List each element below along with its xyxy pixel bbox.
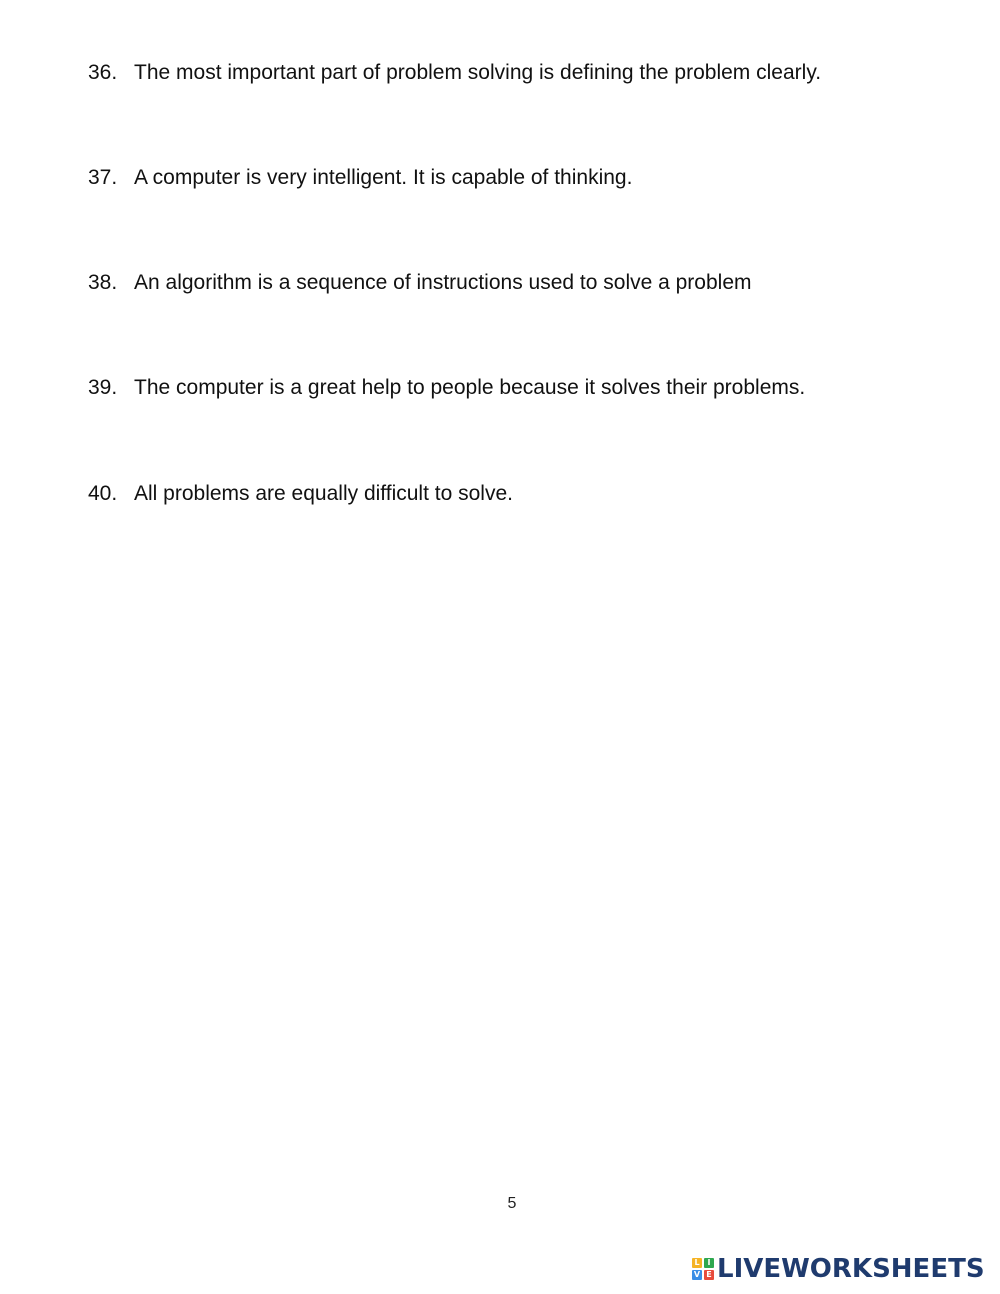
question-text: The most important part of problem solving is defining the problem clearly. [134, 61, 822, 84]
question-text: A computer is very intelligent. It is capable of thinking. [134, 166, 633, 189]
question-item [88, 270, 752, 296]
question-item [88, 375, 805, 401]
question-number: 39. [88, 376, 118, 399]
question-item [88, 481, 513, 507]
brand-name: LIVEWORKSHEETS [717, 1254, 985, 1284]
logo-tile: E [704, 1270, 714, 1280]
question-item [88, 60, 821, 86]
logo-tile: I [704, 1258, 714, 1268]
question-number: 38. [88, 271, 118, 294]
liveworksheets-logo[interactable] [692, 1254, 985, 1284]
question-text: The computer is a great help to people because it solves their problems. [134, 376, 806, 399]
logo-tile: L [692, 1258, 702, 1268]
question-number: 40. [88, 482, 118, 505]
liveworksheets-logo-icon [692, 1258, 714, 1280]
question-number: 37. [88, 166, 118, 189]
question-item [88, 165, 632, 191]
question-number: 36. [88, 61, 118, 84]
page-number: 5 [507, 1195, 517, 1212]
logo-tile: V [693, 1270, 701, 1279]
question-text: An algorithm is a sequence of instructions used to solve a problem [134, 271, 752, 294]
question-text: All problems are equally difficult to solve. [134, 482, 513, 505]
